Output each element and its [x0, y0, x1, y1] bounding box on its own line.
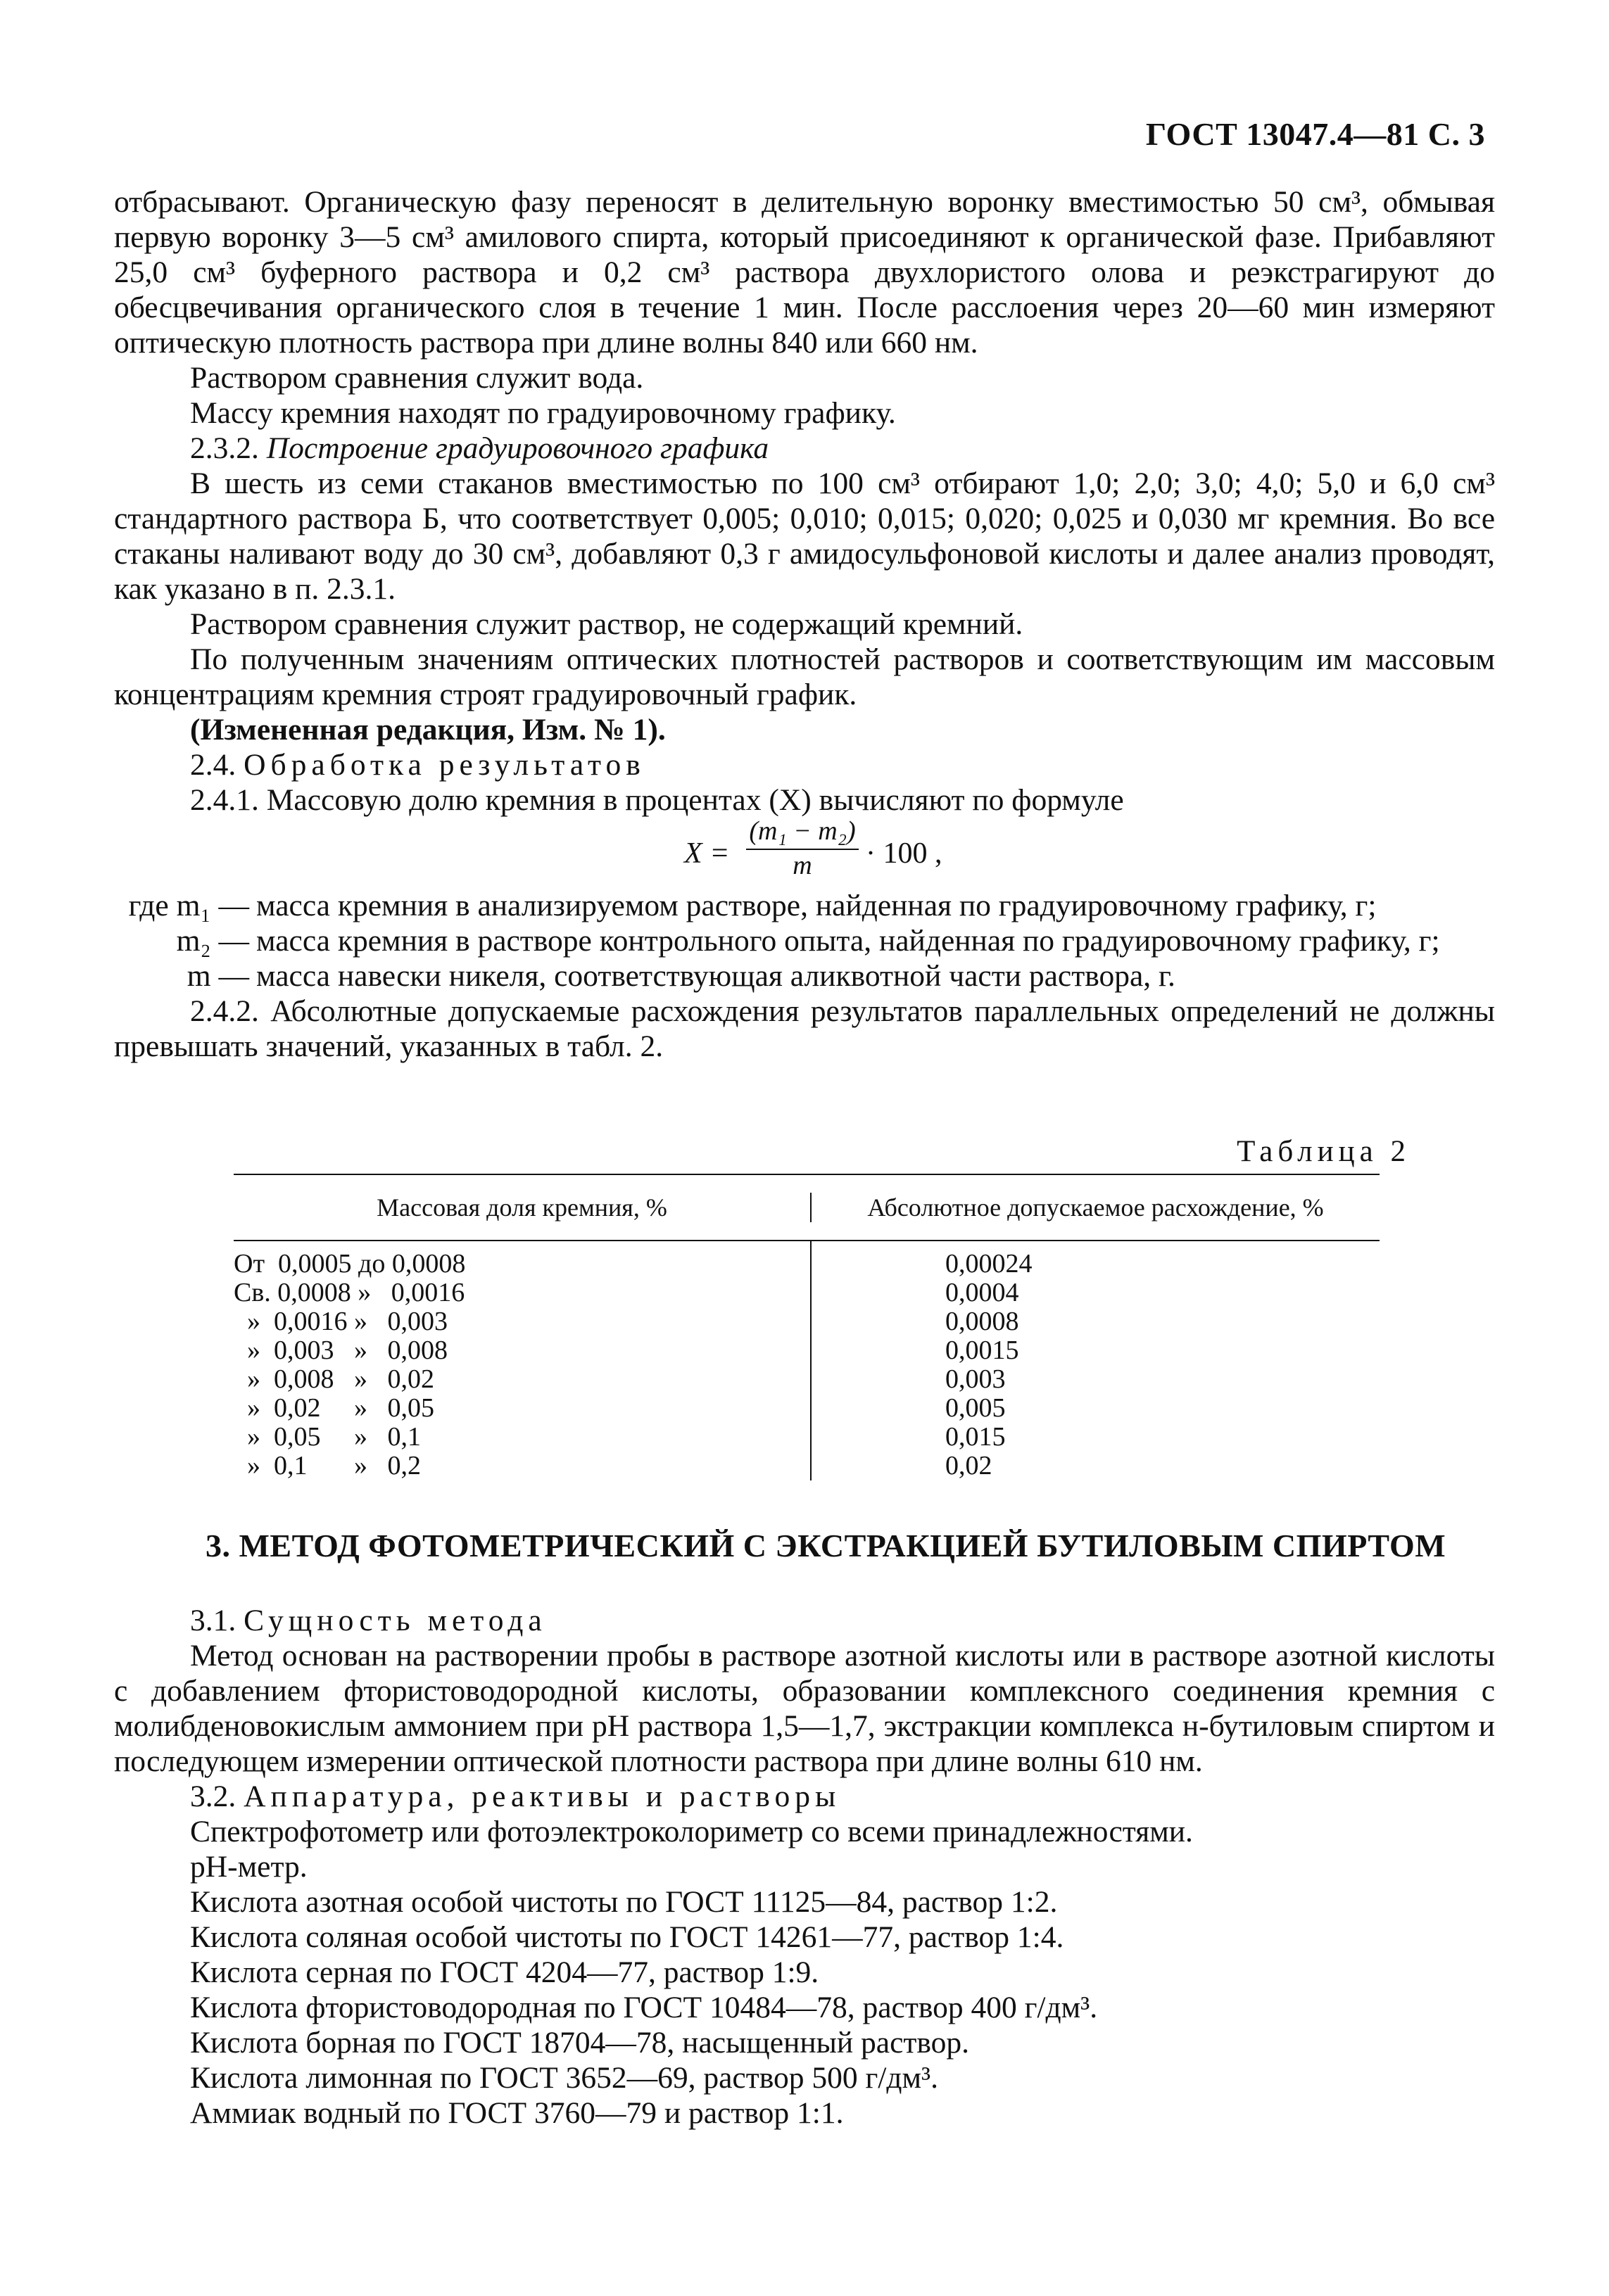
subsection-number: 2.3.2.: [190, 431, 259, 465]
table-cell: 0,00024: [945, 1249, 1033, 1279]
table-cell: » 0,1 » 0,2: [234, 1451, 421, 1480]
formula-numerator: (m₁ − m₂): [746, 815, 859, 850]
definition-symbol: где m₁ —: [128, 889, 249, 922]
list-item: Спектрофотометр или фотоэлектроколориметр со всеми принадлежностями.: [190, 1815, 1193, 1848]
table-header: [234, 1174, 1380, 1241]
paragraph: По полученным значениям оптических плотностей растворов и соответствующим им массовым концентрациям кремния строят градуировочный график.: [114, 642, 1495, 711]
list-item: Кислота соляная особой чистоты по ГОСТ 14261—77, раствор 1:4.: [190, 1920, 1064, 1954]
paragraph: Раствором сравнения служит вода.: [190, 361, 644, 395]
subsection-number: 3.2.: [190, 1780, 236, 1813]
table-cell: 0,005: [945, 1393, 1006, 1423]
paragraph: В шесть из семи стаканов вместимостью по 100 см³ отбирают 1,0; 2,0; 3,0; 4,0; 5,0 и 6,0 см³ стандартного раствора Б, что соответствует 0,005; 0,010; 0,015; 0,020; 0,025 и 0,030 мг кремния. Во все стаканы наливают воду до 30 см³, добавляют 0,3 г амидосульфоновой кислоты и далее анализ проводят, как указано в п. 2.3.1.: [114, 467, 1495, 606]
table-cell: 0,0008: [945, 1307, 1019, 1336]
table-caption: Таблица 2: [1237, 1135, 1411, 1168]
table-cell: » 0,05 » 0,1: [234, 1422, 421, 1452]
table-cell: От 0,0005 до 0,0008: [234, 1249, 466, 1279]
subsection-heading: [114, 747, 1495, 782]
paragraph: Раствором сравнения служит раствор, не содержащий кремний.: [190, 607, 1023, 641]
formula-rhs: · 100 ,: [866, 837, 942, 870]
table-cell: 0,0004: [945, 1278, 1019, 1307]
paragraph: 2.4.2. Абсолютные допускаемые расхождения результатов параллельных определений не должны превышать значений, указанных в табл. 2.: [114, 994, 1495, 1063]
definition-row: [114, 888, 1495, 923]
text-block-1: [114, 184, 1495, 1064]
formula-fraction: [746, 815, 859, 881]
formula: [114, 818, 1495, 888]
definition-text: масса навески никеля, соответствующая аликвотной части раствора, г.: [256, 959, 1175, 993]
list-item: Кислота азотная особой чистоты по ГОСТ 11125—84, раствор 1:2.: [190, 1885, 1058, 1919]
table-cell: 0,003: [945, 1364, 1006, 1394]
table-cell: 0,015: [945, 1422, 1006, 1452]
subsection-heading: [114, 1779, 1495, 1814]
paragraph: 2.4.1. Массовую долю кремния в процентах (X) вычисляют по формуле: [190, 783, 1124, 817]
subsection-title: Обработка результатов: [244, 748, 645, 782]
definition-row: [114, 958, 1495, 994]
definition-text: масса кремния в анализируемом растворе, найденная по градуировочному графику, г;: [256, 889, 1377, 922]
page-header: ГОСТ 13047.4—81 С. 3: [1145, 116, 1485, 152]
definition-symbol: m —: [187, 959, 249, 993]
definition-symbol: m₂ —: [176, 924, 249, 958]
table-column-range: [234, 1241, 810, 1480]
formula-denominator: m: [793, 851, 812, 880]
paragraph: Массу кремния находят по градуировочному графику.: [190, 396, 896, 430]
list-item: pH-метр.: [190, 1850, 308, 1884]
subsection-title: Построение градуировочного графика: [266, 431, 769, 465]
table-cell: 0,02: [945, 1451, 992, 1480]
text-block-2: [114, 1603, 1495, 2131]
section-heading: 3. МЕТОД ФОТОМЕТРИЧЕСКИЙ С ЭКСТРАКЦИЕЙ БУТИЛОВЫМ СПИРТОМ: [206, 1528, 1446, 1564]
column-header: Абсолютное допускаемое расхождение, %: [810, 1193, 1380, 1222]
list-item: Аммиак водный по ГОСТ 3760—79 и раствор 1:1.: [190, 2096, 844, 2130]
subsection-heading: [114, 431, 1495, 466]
paragraph: отбрасывают. Органическую фазу переносят в делительную воронку вместимостью 50 см³, обмывая первую воронку 3—5 см³ амилового спирта, который присоединяют к органической фазе. Прибавляют 25,0 см³ буферного раствора и 0,2 см³ раствора двухлористого олова и реэкстрагируют до обесцвечивания органического слоя в течение 1 мин. После расслоения через 20—60 мин измеряют оптическую плотность раствора при длине волны 840 или 660 нм.: [114, 185, 1495, 360]
table-cell: » 0,02 » 0,05: [234, 1393, 434, 1423]
table-cell: » 0,0016 » 0,003: [234, 1307, 448, 1336]
subsection-number: 2.4.: [190, 748, 236, 782]
definition-row: [114, 923, 1495, 958]
subsection-title: Сущность метода: [244, 1604, 547, 1637]
paragraph: Метод основан на растворении пробы в растворе азотной кислоты или в растворе азотной кислоты с добавлением фтористоводородной кислоты, образовании комплексного соединения кремния с молибденовокислым аммонием при pH раствора 1,5—1,7, экстракции комплекса н-бутиловым спиртом и последующем измерении оптической плотности раствора при длине волны 610 нм.: [114, 1639, 1495, 1778]
list-item: Кислота фтористоводородная по ГОСТ 10484—78, раствор 400 г/дм³.: [190, 1991, 1098, 2024]
list-item: Кислота борная по ГОСТ 18704—78, насыщенный раствор.: [190, 2026, 970, 2060]
subsection-heading: [114, 1603, 1495, 1638]
table-cell: » 0,003 » 0,008: [234, 1336, 448, 1365]
table-cell: Св. 0,0008 » 0,0016: [234, 1278, 465, 1307]
subsection-number: 3.1.: [190, 1604, 236, 1637]
table-cell: 0,0015: [945, 1336, 1019, 1365]
list-item: Кислота серная по ГОСТ 4204—77, раствор 1:9.: [190, 1955, 819, 1989]
column-header: Массовая доля кремния, %: [377, 1193, 667, 1222]
table-column-tolerance: [810, 1241, 1380, 1480]
subsection-title: Аппаратура, реактивы и растворы: [244, 1780, 841, 1813]
data-table: [234, 1174, 1380, 1480]
amendment-note: (Измененная редакция, Изм. № 1).: [190, 713, 666, 747]
formula-lhs: X =: [684, 837, 730, 870]
list-item: Кислота лимонная по ГОСТ 3652—69, раствор 500 г/дм³.: [190, 2061, 938, 2095]
table-cell: » 0,008 » 0,02: [234, 1364, 434, 1394]
variable-definitions: [114, 888, 1495, 994]
definition-text: масса кремния в растворе контрольного опыта, найденная по градуировочному графику, г;: [256, 924, 1440, 958]
table-body: [234, 1241, 1380, 1480]
